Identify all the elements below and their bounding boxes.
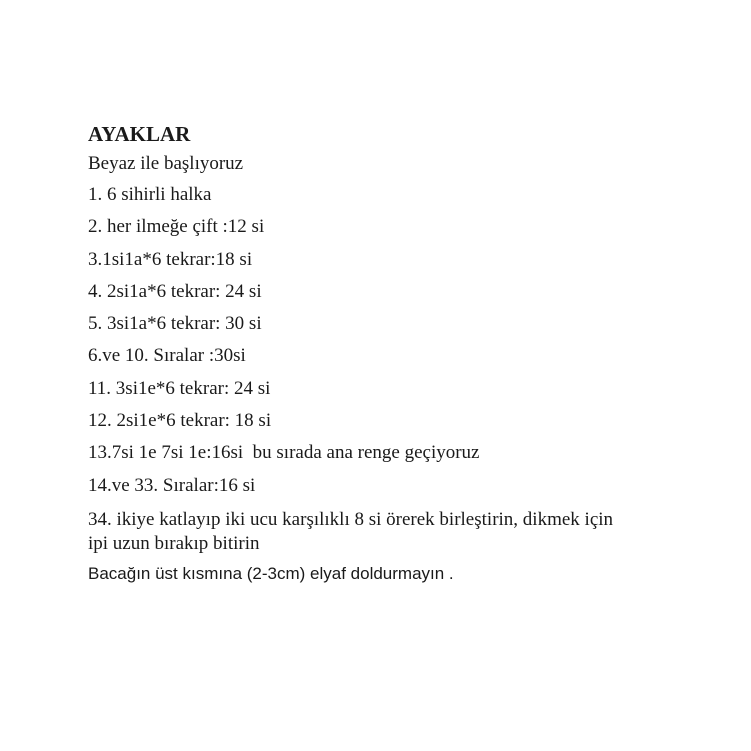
instruction-line: 14.ve 33. Sıralar:16 si [88,474,256,496]
instruction-line: Beyaz ile başlıyoruz [88,153,244,174]
instruction-line: 4. 2si1a*6 tekrar: 24 si [88,280,262,302]
section-title: AYAKLAR [88,122,191,146]
instruction-line: Bacağın üst kısmına (2-3cm) elyaf doldurmayın . [88,563,454,583]
document-body [88,119,728,590]
instruction-line: 3.1si1a*6 tekrar:18 si [88,248,253,270]
instruction-line: 1. 6 sihirli halka [88,184,212,205]
instruction-line: 13.7si 1e 7si 1e:16si bu sırada ana renge geçiyoruz [88,442,480,464]
instruction-line: 5. 3si1a*6 tekrar: 30 si [88,313,262,335]
instruction-line: 12. 2si1e*6 tekrar: 18 si [88,410,272,432]
instruction-line: 2. her ilmeğe çift :12 si [88,216,265,238]
instruction-line: 34. ikiye katlayıp iki ucu karşılıklı 8 si örerek birleştirin, dikmek için ipi uzun bırakıp bitirin [88,508,614,554]
instruction-line: 11. 3si1e*6 tekrar: 24 si [88,377,271,399]
instruction-line: 6.ve 10. Sıralar :30si [88,345,246,367]
